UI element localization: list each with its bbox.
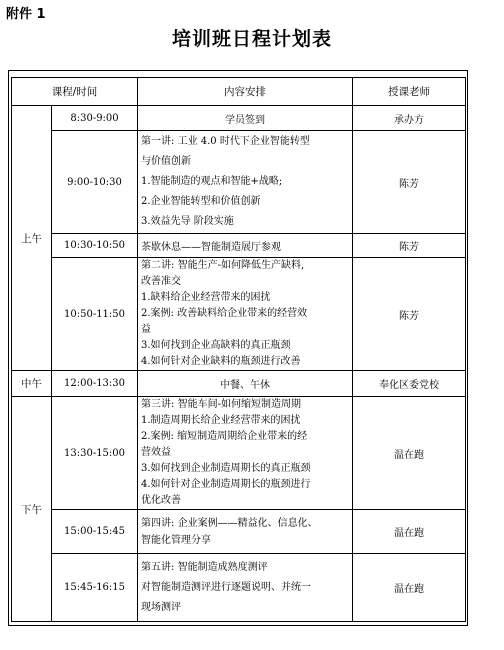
period-noon: 中午 (12, 371, 52, 397)
content-line: 营效益 (141, 447, 172, 458)
teacher-cell: 陈芳 (353, 234, 466, 258)
content-line: 与价值创新 (141, 156, 192, 167)
time-cell: 12:00-13:30 (52, 371, 138, 397)
content-line: 1.缺料给企业经营带来的困扰 (141, 292, 271, 303)
content-line: 2.案例: 缩短制造周期给企业带来的经 (141, 431, 308, 442)
table-row (12, 234, 466, 258)
content-cell (138, 397, 353, 510)
header-course-time: 课程/时间 (12, 78, 138, 106)
content-cell: 学员签到 (138, 106, 353, 131)
content-line: 益 (141, 324, 152, 335)
content-line: 2.案例: 改善缺料给企业带来的经营效 (141, 308, 308, 319)
time-cell: 9:00-10:30 (52, 131, 138, 234)
table-row (12, 106, 466, 131)
content-line: 第二讲: 智能生产-如何降低生产缺料, (141, 260, 305, 271)
content-line: 第三讲: 智能车间-如何缩短制造周期 (141, 399, 301, 410)
table-row (12, 131, 466, 234)
time-cell: 10:30-10:50 (52, 234, 138, 258)
table-row (12, 397, 466, 510)
content-cell: 茶歇休息——智能制造展厅参观 (138, 234, 353, 258)
content-line: 3.如何找到企业高缺料的真正瓶颈 (141, 340, 291, 351)
content-cell (138, 258, 353, 371)
content-line: 3.如何找到企业制造周期长的真正瓶颈 (141, 463, 311, 474)
content-line: 第四讲: 企业案例——精益化、信息化、 (141, 517, 318, 529)
teacher-cell: 承办方 (353, 106, 466, 131)
header-teacher: 授课老师 (353, 78, 466, 106)
teacher-cell: 温在跑 (353, 397, 466, 510)
time-cell: 8:30-9:00 (52, 106, 138, 131)
content-cell (138, 554, 353, 622)
schedule-table (11, 77, 466, 622)
header-content: 内容安排 (138, 78, 353, 106)
table-row (12, 371, 466, 397)
table-row (12, 510, 466, 554)
content-line: 改善准交 (141, 276, 182, 287)
content-line: 1.智能制造的观点和智能+战略; (141, 176, 283, 187)
content-cell (138, 510, 353, 554)
content-line: 1.制造周期长给企业经营带来的困扰 (141, 415, 301, 426)
teacher-cell: 陈芳 (353, 258, 466, 371)
attachment-label: 附件 1 (6, 7, 46, 22)
content-line: 4.如何针对企业缺料的瓶颈进行改善 (141, 356, 301, 367)
content-line: 现场测评 (141, 601, 182, 613)
teacher-cell: 温在跑 (353, 510, 466, 554)
content-line: 第五讲: 智能制造成熟度测评 (141, 561, 268, 573)
time-cell: 10:50-11:50 (52, 258, 138, 371)
period-morning: 上午 (12, 106, 52, 371)
content-line: 对智能制造测评进行逐题说明、并统一 (141, 581, 312, 593)
time-cell: 15:00-15:45 (52, 510, 138, 554)
period-afternoon: 下午 (12, 397, 52, 622)
page-title: 培训班日程计划表 (171, 28, 332, 50)
header-row (12, 78, 466, 106)
teacher-cell: 温在跑 (353, 554, 466, 622)
table-row (12, 258, 466, 371)
time-cell: 13:30-15:00 (52, 397, 138, 510)
content-line: 优化改善 (141, 495, 182, 506)
table-row (12, 554, 466, 622)
content-line: 智能化管理分享 (141, 534, 212, 546)
time-cell: 15:45-16:15 (52, 554, 138, 622)
content-line: 4.如何针对企业制造周期长的瓶颈进行 (141, 479, 311, 490)
teacher-cell: 陈芳 (353, 131, 466, 234)
content-line: 第一讲: 工业 4.0 时代下企业智能转型 (141, 136, 310, 147)
teacher-cell: 奉化区委党校 (353, 371, 466, 397)
content-line: 2.企业智能转型和价值创新 (141, 196, 261, 207)
content-cell (138, 131, 353, 234)
content-cell: 中餐、午休 (138, 371, 353, 397)
content-line: 3.效益先导 阶段实施 (141, 216, 234, 227)
